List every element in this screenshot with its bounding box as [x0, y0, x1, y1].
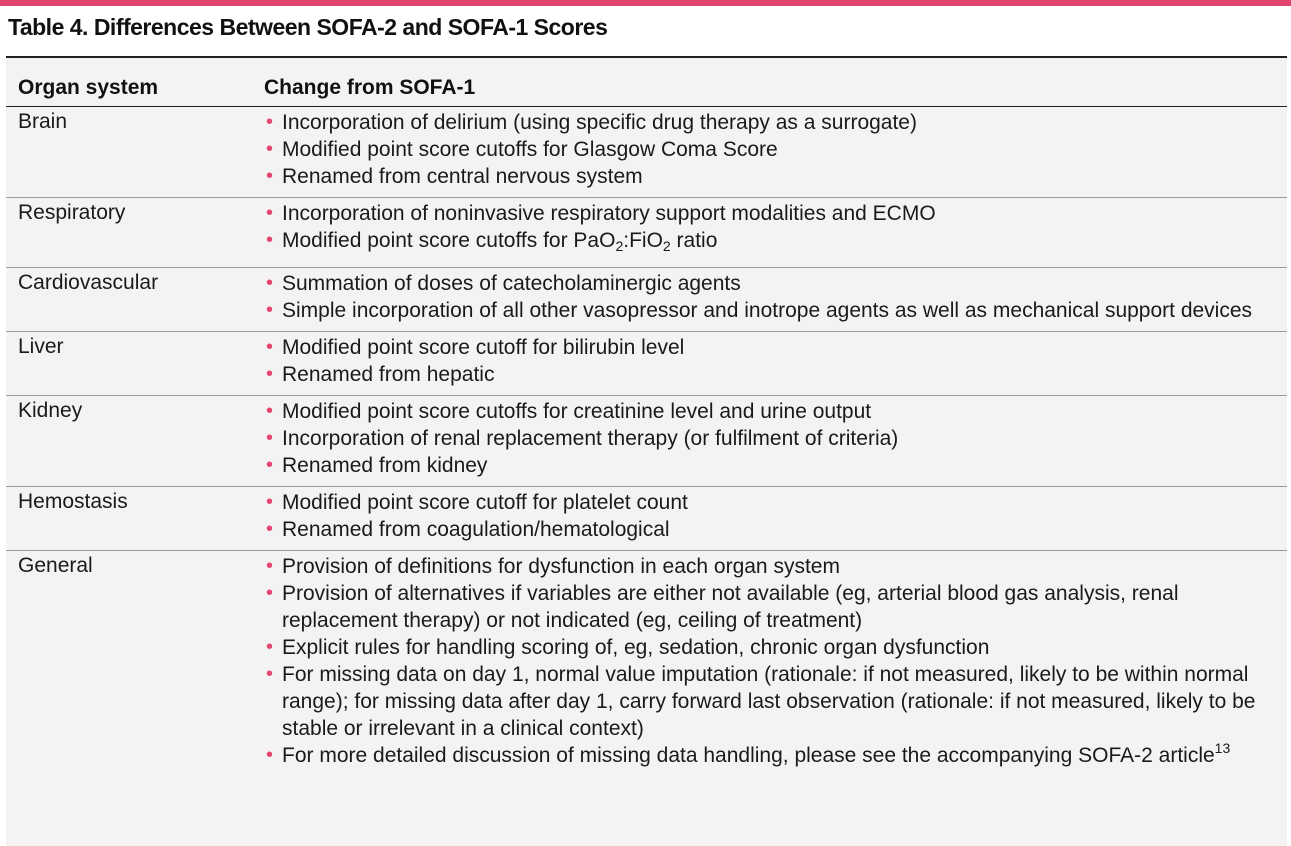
header-row — [6, 58, 1287, 107]
bullet-icon: • — [266, 400, 274, 422]
list-item: • Incorporation of delirium (using specific drug therapy as a surrogate) — [266, 111, 917, 134]
bullet-icon: • — [266, 491, 274, 513]
change-list — [264, 398, 1287, 486]
table-title: Table 4. Differences Between SOFA-2 and SOFA-1 Scores — [8, 14, 608, 40]
list-item: • Modified point score cutoffs for PaO$_2$:FiO$_2$ ratio — [266, 229, 718, 254]
list-item: • Incorporation of renal replacement therapy (or fulfilment of criteria) — [266, 427, 899, 450]
bullet-icon: • — [266, 744, 274, 766]
organ-label: General — [18, 554, 93, 577]
bullet-icon: • — [266, 582, 274, 604]
organ-label: Kidney — [18, 399, 83, 422]
table-row-liver — [6, 332, 1287, 396]
bullet-icon: • — [266, 363, 274, 385]
change-list — [264, 270, 1287, 331]
organ-label: Cardiovascular — [18, 271, 159, 294]
list-item: • Summation of doses of catecholaminergic agents — [266, 272, 741, 295]
change-list — [264, 109, 1287, 197]
list-item: • Incorporation of noninvasive respiratory support modalities and ECMO — [266, 202, 936, 225]
bullet-icon: • — [266, 336, 274, 358]
bullet-icon: • — [266, 165, 274, 187]
change-list — [264, 553, 1287, 776]
bullet-icon: • — [266, 636, 274, 658]
bullet-icon: • — [266, 518, 274, 540]
list-item: • Renamed from coagulation/hematological — [266, 518, 670, 541]
list-item: • Modified point score cutoff for platelet count — [266, 491, 688, 514]
table-row-cardiovascular — [6, 268, 1287, 332]
table-row-respiratory — [6, 198, 1287, 268]
organ-label: Hemostasis — [18, 490, 128, 513]
bullet-icon: • — [266, 111, 274, 133]
change-list — [264, 334, 1287, 395]
header-change: Change from SOFA-1 — [252, 58, 1287, 107]
list-item: • Modified point score cutoffs for creatinine level and urine output — [266, 400, 872, 423]
bullet-icon: • — [266, 272, 274, 294]
list-item: • Modified point score cutoffs for Glasgow Coma Score — [266, 138, 778, 161]
list-item: • For more detailed discussion of missing data handling, please see the accompanying SOFA-2 article$^{13}$ — [266, 740, 1231, 767]
change-list — [264, 489, 1287, 550]
table-row-kidney — [6, 396, 1287, 487]
table-container — [6, 58, 1287, 846]
accent-bar — [0, 0, 1291, 6]
organ-label: Brain — [18, 110, 68, 133]
bullet-icon: • — [266, 138, 274, 160]
list-item: • Provision of definitions for dysfunction in each organ system — [266, 555, 840, 578]
list-item: • For missing data on day 1, normal value imputation (rationale: if not measured, likely to be within normal range); for missing data after day 1, carry forward last observation (rationale: if not measured, likely to be stable or irrelevant in a clinical context) — [266, 663, 1256, 740]
list-item: • Explicit rules for handling scoring of, eg, sedation, chronic organ dysfunction — [266, 636, 990, 659]
differences-table — [6, 58, 1287, 776]
list-item: • Renamed from kidney — [266, 454, 488, 477]
bullet-icon: • — [266, 202, 274, 224]
header-organ-system: Organ system — [6, 58, 252, 107]
bullet-icon: • — [266, 454, 274, 476]
bullet-icon: • — [266, 299, 274, 321]
table-row-general — [6, 551, 1287, 777]
list-item: • Modified point score cutoff for bilirubin level — [266, 336, 685, 359]
list-item: • Renamed from hepatic — [266, 363, 495, 386]
table-row-hemostasis — [6, 487, 1287, 551]
bullet-icon: • — [266, 663, 274, 685]
bullet-icon: • — [266, 427, 274, 449]
list-item: • Simple incorporation of all other vasopressor and inotrope agents as well as mechanical support devices — [266, 299, 1253, 322]
list-item: • Provision of alternatives if variables are either not available (eg, arterial blood gas analysis, renal replacement therapy) or not indicated (eg, ceiling of treatment) — [266, 582, 1179, 632]
bullet-icon: • — [266, 555, 274, 577]
bullet-icon: • — [266, 229, 274, 251]
reference-superscript: 13 — [1214, 740, 1231, 756]
organ-label: Liver — [18, 335, 64, 358]
organ-label: Respiratory — [18, 201, 126, 224]
table-row-brain — [6, 107, 1287, 198]
list-item: • Renamed from central nervous system — [266, 165, 643, 188]
change-list — [264, 200, 1287, 267]
